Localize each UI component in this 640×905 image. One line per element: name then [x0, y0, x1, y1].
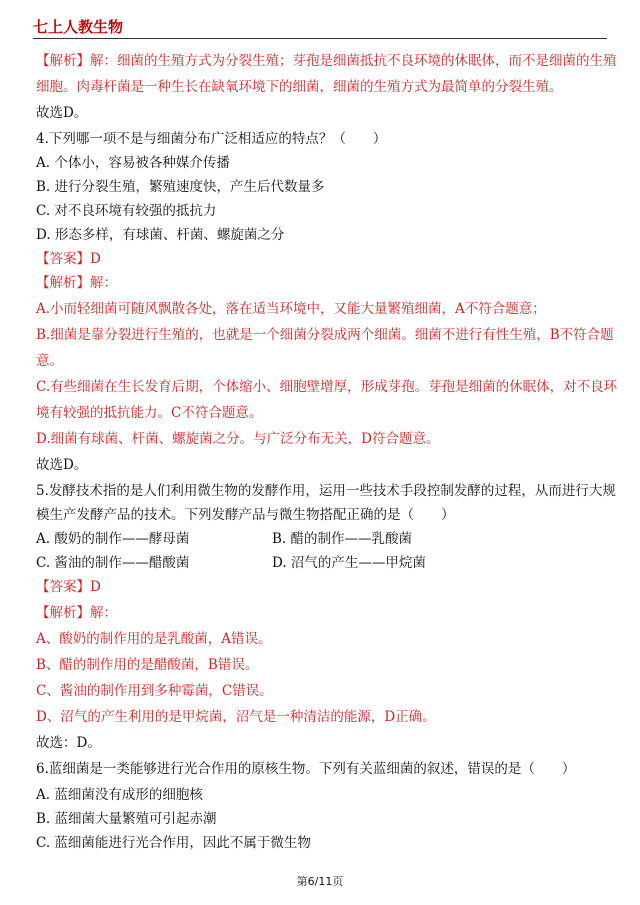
q3-analysis-line2: 细胞。肉毒杆菌是一种生长在缺氧环境下的细菌，细菌的生殖方式为最简单的分裂生殖。	[36, 79, 563, 95]
q5-analysis-c: C、酱油的制作用到多种霉菌，C错误。	[36, 683, 273, 699]
q5-option-b: B. 醋的制作——乳酸菌	[272, 531, 413, 547]
q5-stem-line2: 模生产发酵产品的技术。下列发酵产品与微生物搭配正确的是（ ）	[36, 507, 455, 523]
analysis-head: 解：	[90, 275, 117, 291]
analysis-text: 解：细菌的生殖方式为分裂生殖；芽孢是细菌抵抗不良环境的休眠体，而不是细菌的生殖	[90, 53, 617, 69]
q3-choose: 故选D。	[36, 105, 88, 121]
q4-answer	[36, 250, 101, 268]
analysis-tag: 【解析】	[36, 275, 90, 291]
q6-option-c: C. 蓝细菌能进行光合作用，因此不属于微生物	[36, 835, 311, 851]
answer-value: D	[90, 251, 101, 267]
q4-analysis-c: C.有些细菌在生长发育后期，个体缩小、细胞壁增厚，形成芽孢。芽孢是细菌的休眠体，对不良环	[36, 379, 618, 395]
q5-stem-line1: 5.发酵技术指的是人们利用微生物的发酵作用，运用一些技术手段控制发酵的过程，从而进行大规	[36, 483, 616, 499]
q5-answer	[36, 578, 101, 596]
q5-analysis-d: D、沼气的产生利用的是甲烷菌，沼气是一种清洁的能源，D正确。	[36, 709, 436, 725]
q4-option-b: B. 进行分裂生殖，繁殖速度快，产生后代数量多	[36, 179, 325, 195]
q5-choose: 故选：D。	[36, 735, 101, 751]
page-number: 第6/11页	[296, 875, 344, 888]
q5-option-c: C. 酱油的制作——醋酸菌	[36, 555, 190, 571]
analysis-tag: 【解析】	[36, 605, 90, 621]
answer-tag: 【答案】	[36, 251, 90, 267]
q4-option-a: A. 个体小，容易被各种媒介传播	[36, 155, 230, 171]
page-header	[33, 10, 607, 39]
q4-option-d: D. 形态多样，有球菌、杆菌、螺旋菌之分	[36, 227, 285, 243]
q4-analysis-a: A.小而轻细菌可随风飘散各处，落在适当环境中，又能大量繁殖细菌，A不符合题意；	[36, 301, 546, 317]
q6-stem: 6.蓝细菌是一类能够进行光合作用的原核生物。下列有关蓝细菌的叙述，错误的是（ ）	[36, 761, 576, 777]
q5-option-d: D. 沼气的产生——甲烷菌	[272, 555, 426, 571]
analysis-tag: 【解析】	[36, 53, 90, 69]
q5-analysis-head	[36, 604, 117, 622]
q4-analysis-head	[36, 274, 117, 292]
q5-analysis-b: B、醋的制作用的是醋酸菌，B错误。	[36, 657, 259, 673]
q4-option-c: C. 对不良环境有较强的抵抗力	[36, 203, 217, 219]
q6-option-b: B. 蓝细菌大量繁殖可引起赤潮	[36, 811, 217, 827]
q5-analysis-a: A、酸奶的制作用的是乳酸菌，A错误。	[36, 631, 272, 647]
q4-analysis-b: B.细菌是靠分裂进行生殖的，也就是一个细菌分裂成两个细菌。细菌不进行有性生殖，B不符合题	[36, 327, 614, 343]
answer-tag: 【答案】	[36, 579, 90, 595]
q4-stem: 4.下列哪一项不是与细菌分布广泛相适应的特点？（ ）	[36, 131, 387, 147]
analysis-head: 解：	[90, 605, 117, 621]
q4-analysis-c-cont: 境有较强的抵抗能力。C不符合题意。	[36, 405, 263, 421]
q4-analysis-d: D.细菌有球菌、杆菌、螺旋菌之分。与广泛分布无关，D符合题意。	[36, 431, 440, 447]
q3-analysis-line1	[36, 52, 617, 70]
q5-option-a: A. 酸奶的制作——酵母菌	[36, 531, 190, 547]
answer-value: D	[90, 579, 101, 595]
q6-option-a: A. 蓝细菌没有成形的细胞核	[36, 787, 203, 803]
q4-choose: 故选D。	[36, 457, 88, 473]
header-title: 七上人教生物	[33, 18, 124, 36]
q4-analysis-b-cont: 意。	[36, 353, 63, 369]
